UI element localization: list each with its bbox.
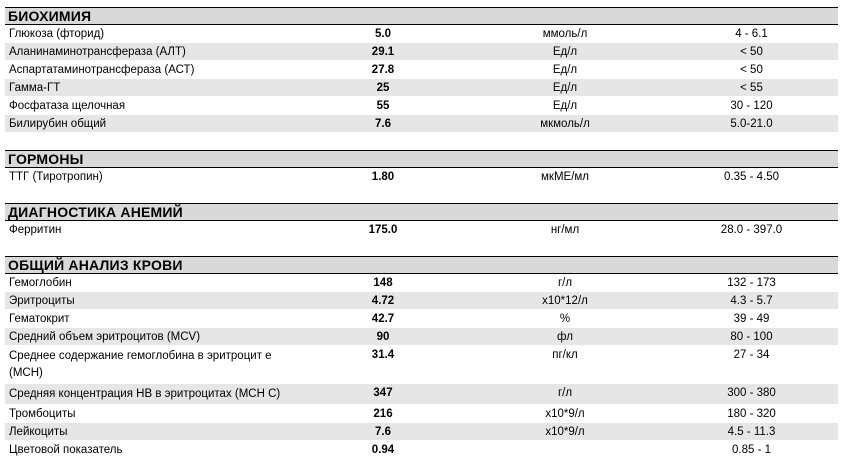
test-unit: x10*9/л [545,408,585,420]
table-row [5,221,838,239]
test-value: 55 [376,100,390,112]
test-name: Гематокрит [9,313,70,325]
test-unit: мкмоль/л [540,118,590,130]
test-reference: 4 - 6.1 [735,28,768,40]
test-unit: ммоль/л [542,28,588,40]
test-name: Средняя концентрация HB в эритроцитах (MCH C) [9,388,281,400]
test-reference: 39 - 49 [733,313,770,325]
section-title-hormones: ГОРМОНЫ [5,150,838,168]
section-title-biochemistry: БИОХИМИЯ [5,7,838,25]
test-value: 216 [373,408,393,420]
test-value: 0.94 [371,444,395,456]
section-spacer [5,186,838,203]
test-value: 5.0 [375,28,391,40]
table-row [5,274,838,292]
test-value: 31.4 [371,349,395,361]
test-value: 175.0 [368,224,398,236]
test-unit [475,441,655,458]
table-row [5,292,838,310]
test-unit: фл [557,331,573,343]
lab-results-document [5,7,838,459]
test-name: Лейкоциты [9,426,68,438]
test-name: ТТГ (Тиротропин) [9,171,103,183]
table-row [5,328,838,346]
table-row [5,61,838,79]
table-row [5,423,838,441]
test-reference: 80 - 100 [730,331,773,343]
test-name: Глюкоза (фторид) [9,28,105,40]
test-value: 25 [376,82,390,94]
test-value: 7.6 [375,426,391,438]
test-name: Гамма-ГТ [9,82,61,94]
test-value: 27.8 [371,64,395,76]
test-unit: мкМЕ/мл [541,171,589,183]
test-reference: 5.0-21.0 [730,118,773,130]
test-reference: 0.35 - 4.50 [724,171,779,183]
test-value: 4.72 [371,295,395,307]
table-row [5,310,838,328]
table-row [5,346,838,384]
test-reference: 27 - 34 [733,349,770,361]
test-reference: < 50 [740,46,763,58]
table-row [5,441,838,459]
section-spacer [5,239,838,256]
test-unit: x10*9/л [545,426,585,438]
test-unit: % [559,313,571,325]
test-reference: 28.0 - 397.0 [720,224,783,236]
test-value: 7.6 [375,118,391,130]
section-spacer [5,133,838,150]
table-row [5,115,838,133]
test-unit: Ед/л [552,46,578,58]
test-name: Гемоглобин [9,277,72,289]
test-name: Среднее содержание гемоглобина в эритроцит е (MCH) [9,350,272,379]
test-unit: г/л [557,277,573,289]
test-value: 29.1 [371,46,395,58]
table-row [5,384,838,405]
test-value: 1.80 [371,171,395,183]
test-unit: Ед/л [552,82,578,94]
test-value: 42.7 [371,313,395,325]
test-unit: x10*12/л [542,295,588,307]
section-title-complete-blood-count: ОБЩИЙ АНАЛИЗ КРОВИ [5,256,838,274]
test-value: 347 [373,387,393,399]
test-reference: 300 - 380 [727,387,776,399]
test-name: Цветовой показатель [9,444,123,456]
test-name: Ферритин [9,224,62,236]
test-unit: Ед/л [552,100,578,112]
table-row [5,43,838,61]
test-reference: 4.3 - 5.7 [730,295,773,307]
table-row [5,79,838,97]
test-reference: 132 - 173 [727,277,776,289]
test-unit: нг/мл [550,224,580,236]
test-reference: 180 - 320 [727,408,776,420]
test-value: 90 [376,331,390,343]
test-unit: г/л [557,387,573,399]
test-unit: пг/кл [552,349,578,361]
test-reference: 0.85 - 1 [732,444,771,456]
test-name: Аланинаминотрансфераза (АЛТ) [9,46,186,58]
table-row [5,168,838,186]
test-name: Аспартатаминотрансфераза (АСТ) [9,64,195,76]
table-row [5,97,838,115]
test-reference: < 50 [740,64,763,76]
section-title-anemia-diagnostics: ДИАГНОСТИКА АНЕМИЙ [5,203,838,221]
table-row [5,25,838,43]
test-name: Фосфатаза щелочная [9,100,126,112]
test-reference: 4.5 - 11.3 [727,426,776,438]
test-name: Тромбоциты [9,408,76,420]
test-unit: Ед/л [552,64,578,76]
test-name: Эритроциты [9,295,75,307]
test-name: Средний объем эритроцитов (MCV) [9,331,201,343]
table-row [5,405,838,423]
test-value: 148 [373,277,393,289]
test-reference: < 55 [740,82,763,94]
test-reference: 30 - 120 [730,100,773,112]
test-name: Билирубин общий [9,118,107,130]
